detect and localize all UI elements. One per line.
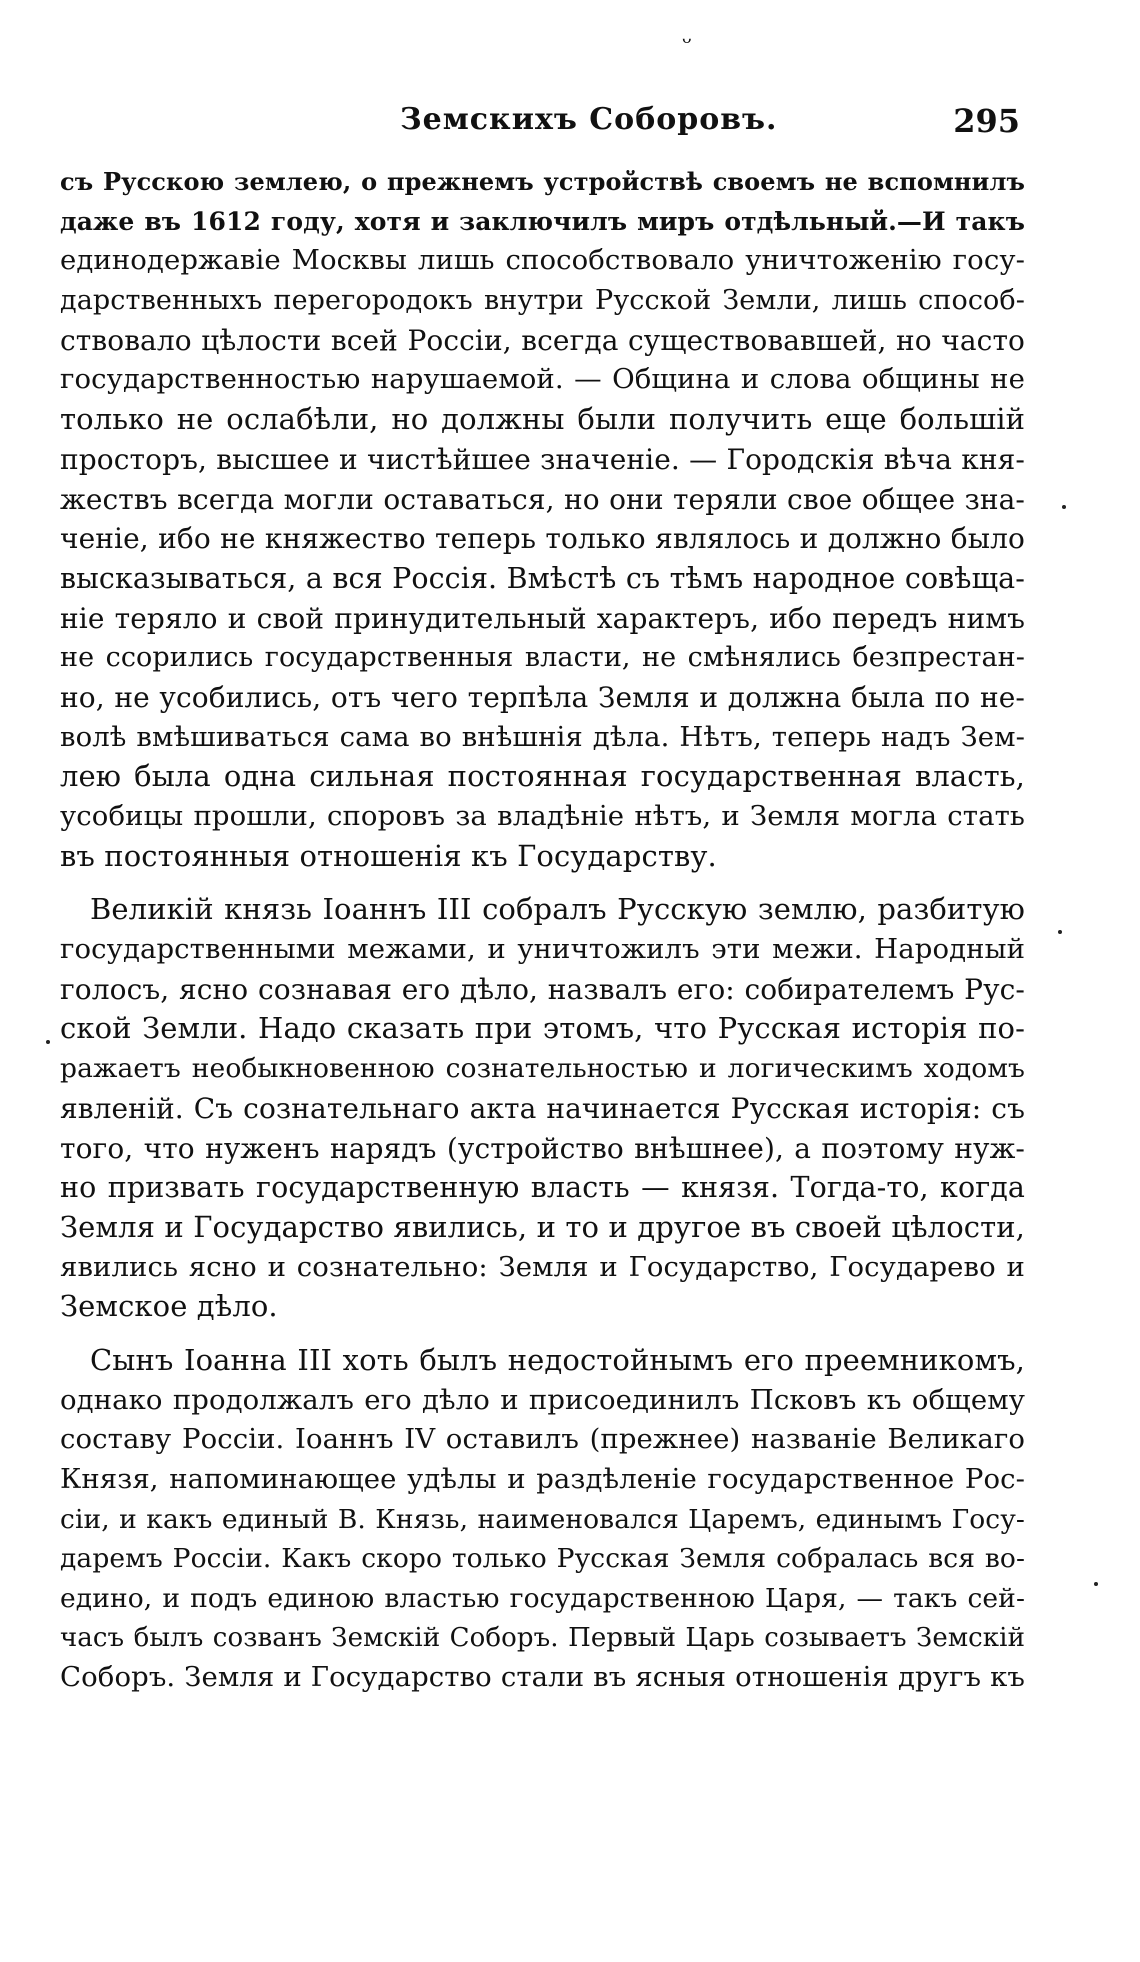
text-line: ской Земли. Надо сказать при этомъ, что Русская исторія по- (60, 1011, 1025, 1046)
paragraph-2 (60, 890, 1025, 1327)
text-line: съ Русскою землею, о прежнемъ устройствѣ своемъ не вспомнилъ (60, 167, 1025, 196)
text-line: Сынъ Іоанна III хоть былъ недостойнымъ его преемникомъ, (90, 1342, 1025, 1377)
text-line: однако продолжалъ его дѣло и присоединилъ Псковъ къ общему (60, 1383, 1025, 1416)
text-line: сіи, и какъ единый В. Князь, наименовался Царемъ, единымъ Госу- (60, 1503, 1025, 1535)
text-line: того, что нуженъ нарядъ (устройство внѣшнее), а поэтому нуж- (60, 1131, 1025, 1165)
page-number: 295 (953, 102, 1020, 140)
text-line: даремъ Россіи. Какъ скоро только Русская Земля собралась вся во- (60, 1543, 1025, 1575)
text-line: часъ былъ созванъ Земскій Соборъ. Первый Царь созываетъ Земскій (60, 1622, 1025, 1653)
running-header (60, 102, 1020, 142)
paragraph-1 (60, 162, 1025, 876)
top-printer-mark: ᴗ (682, 28, 692, 47)
text-line: высказываться, а вся Россія. Вмѣстѣ съ тѣмъ народное совѣща- (60, 561, 1025, 595)
margin-speck (46, 1040, 50, 1044)
text-line: составу Россіи. Іоаннъ IV оставилъ (прежнее) названіе Великаго (60, 1423, 1025, 1456)
text-line: только не ослабѣли, но должны были получить еще большій (60, 402, 1025, 437)
text-line: государственностью нарушаемой. — Община и слова общины не (60, 363, 1025, 396)
text-line: явились ясно и сознательно: Земля и Государство, Государево и (60, 1250, 1025, 1283)
paragraph-3 (60, 1341, 1025, 1698)
margin-speck (1094, 1582, 1098, 1586)
text-line: единодержавіе Москвы лишь способствовало уничтоженію госу- (60, 244, 1025, 277)
text-line: не ссорились государственныя власти, не смѣнялись безпрестан- (60, 642, 1025, 674)
text-line: но, не усобились, отъ чего терпѣла Земля и должна была по не- (60, 680, 1025, 714)
text-line: но призвать государственную власть — князя. Тогда-то, когда (60, 1171, 1025, 1205)
text-line: Великій князь Іоаннъ III собралъ Русскую землю, разбитую (90, 892, 1025, 927)
text-line: Князя, напоминающее удѣлы и раздѣленіе государственное Рос- (60, 1463, 1025, 1495)
text-line: ражаетъ необыкновенною сознательностью и логическимъ ходомъ (60, 1053, 1025, 1085)
text-line: даже въ 1612 году, хотя и заключилъ миръ отдѣльный.—И такъ (60, 206, 1025, 236)
text-line: Земля и Государство явились, и то и другое въ своей цѣлости, (60, 1209, 1025, 1244)
body-text (60, 162, 1025, 1698)
text-line: едино, и подъ единою властью государственною Царя, — такъ сей- (60, 1583, 1025, 1615)
text-line: явленій. Съ сознательнаго акта начинается Русская исторія: съ (60, 1091, 1025, 1125)
paragraph-gap (60, 876, 1025, 890)
text-line: государственными межами, и уничтожилъ эти межи. Народный (60, 933, 1025, 966)
text-line: ствовало цѣлости всей Россіи, всегда существовавшей, но часто (60, 323, 1025, 357)
text-line: ніе теряло и свой принудительный характеръ, ибо передъ нимъ (60, 601, 1025, 635)
text-line: дарственныхъ перегородокъ внутри Русской Земли, лишь способ- (60, 285, 1025, 317)
text-line: въ постоянныя отношенія къ Государству. (60, 838, 717, 873)
running-title: Земскихъ Соборовъ. (400, 102, 778, 137)
text-line: Соборъ. Земля и Государство стали въ ясныя отношенія другъ къ (60, 1661, 1025, 1694)
margin-speck (1058, 930, 1062, 934)
text-line: волѣ вмѣшиваться сама во внѣшнія дѣла. Нѣтъ, теперь надъ Зем- (60, 720, 1025, 753)
paragraph-gap (60, 1327, 1025, 1341)
text-line: просторъ, высшее и чистѣйшее значеніе. — Городскія вѣча кня- (60, 442, 1025, 476)
text-line: голосъ, ясно сознавая его дѣло, назвалъ его: собирателемъ Рус- (60, 972, 1025, 1006)
text-line: Земское дѣло. (60, 1289, 278, 1324)
text-line: лею была одна сильная постоянная государственная власть, (60, 759, 1025, 794)
text-line: ченіе, ибо не княжество теперь только являлось и должно было (60, 522, 1025, 556)
margin-speck (1062, 505, 1066, 509)
text-line: усобицы прошли, споровъ за владѣніе нѣтъ, и Земля могла стать (60, 800, 1025, 832)
text-line: жествъ всегда могли оставаться, но они теряли свое общее зна- (60, 482, 1025, 516)
